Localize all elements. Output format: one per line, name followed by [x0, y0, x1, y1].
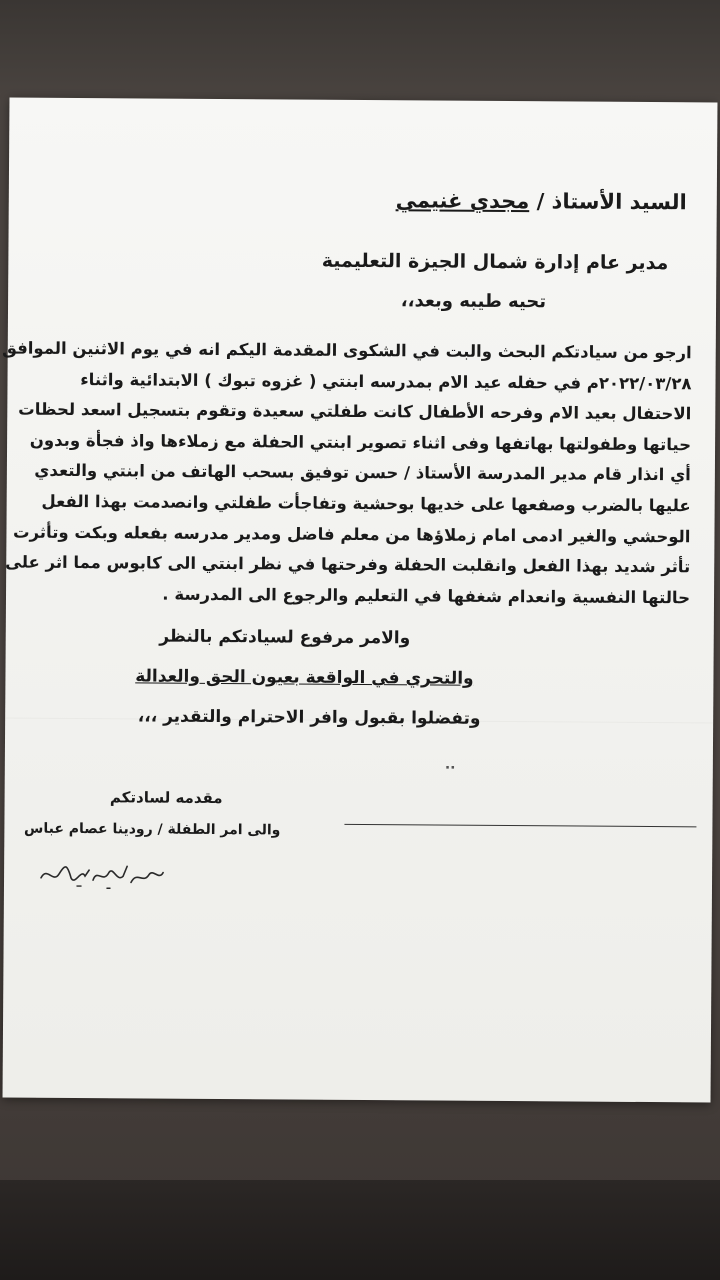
closing-line-1: والامر مرفوع لسيادتكم بالنظر — [159, 626, 411, 649]
closing-line-3: وتفضلوا بقبول وافر الاحترام والتقدير ،،، — [137, 706, 481, 729]
body-line: الوحشي والغير ادمى امام زملاؤها من معلم فاضل ومدير مدرسه بفعله وبكت وتأثرت — [12, 522, 691, 546]
stray-dots: .. — [444, 756, 456, 773]
body-line: حياتها وطفولتها بهاتفها وفى اثناء تصوير ابنتي الحفلة مع زملاءها واذ فجأة وبدون — [29, 430, 692, 455]
greeting: تحيه طيبه وبعد،، — [400, 290, 547, 313]
body-line: ارجو من سيادتكم البحث والبت في الشكوى المقدمة اليكم انه في يوم الاثنين الموافق — [2, 338, 692, 363]
addressee-line — [396, 188, 687, 214]
body-line: ٢٠٢٢/٠٣/٢٨م في حفله عيد الام بمدرسه ابنتي ( غزوه تبوك ) الابتدائية واثناء — [80, 369, 692, 393]
handwritten-signature — [37, 856, 167, 893]
submitted-by-label: مقدمه لسادتكم — [109, 788, 223, 808]
signature-line — [344, 824, 696, 827]
body-line: عليها بالضرب وصفعها على خديها بوحشية وتفاجأت طفلتي وانصدمت بهذا الفعل — [41, 491, 691, 516]
body-line: الاحتفال بعيد الام وفرحه الأطفال كانت طفلتي سعيدة وتقوم بتسجيل اسعد لحظات — [18, 399, 692, 424]
body-line: حالتها النفسية وانعدام شغفها في التعليم والرجوع الى المدرسة . — [162, 584, 691, 608]
addressee-name: مجدي غنيمي — [395, 188, 530, 214]
closing-line-2: والتحري في الواقعة بعيون الحق والعدالة — [135, 666, 474, 689]
addressee-title: مدير عام إدارة شمال الجيزة التعليمية — [321, 249, 669, 275]
guardian-name: والى امر الطفلة / رودينا عصام عباس — [23, 820, 281, 839]
complaint-letter-paper — [3, 98, 718, 1103]
letter-body — [2, 98, 717, 839]
table-edge — [0, 1180, 720, 1280]
body-line: أي انذار قام مدير المدرسة الأستاذ / حسن توفيق بسحب الهاتف من ابنتي والتعدي — [34, 461, 691, 485]
complaint-body — [2, 334, 692, 614]
addressee-prefix: السيد الأستاذ / — [536, 189, 687, 215]
body-line: تأثر شديد بهذا الفعل وانقلبت الحفلة وفرحتها في نظر ابنتي الى كابوس مما اثر على — [5, 552, 691, 577]
